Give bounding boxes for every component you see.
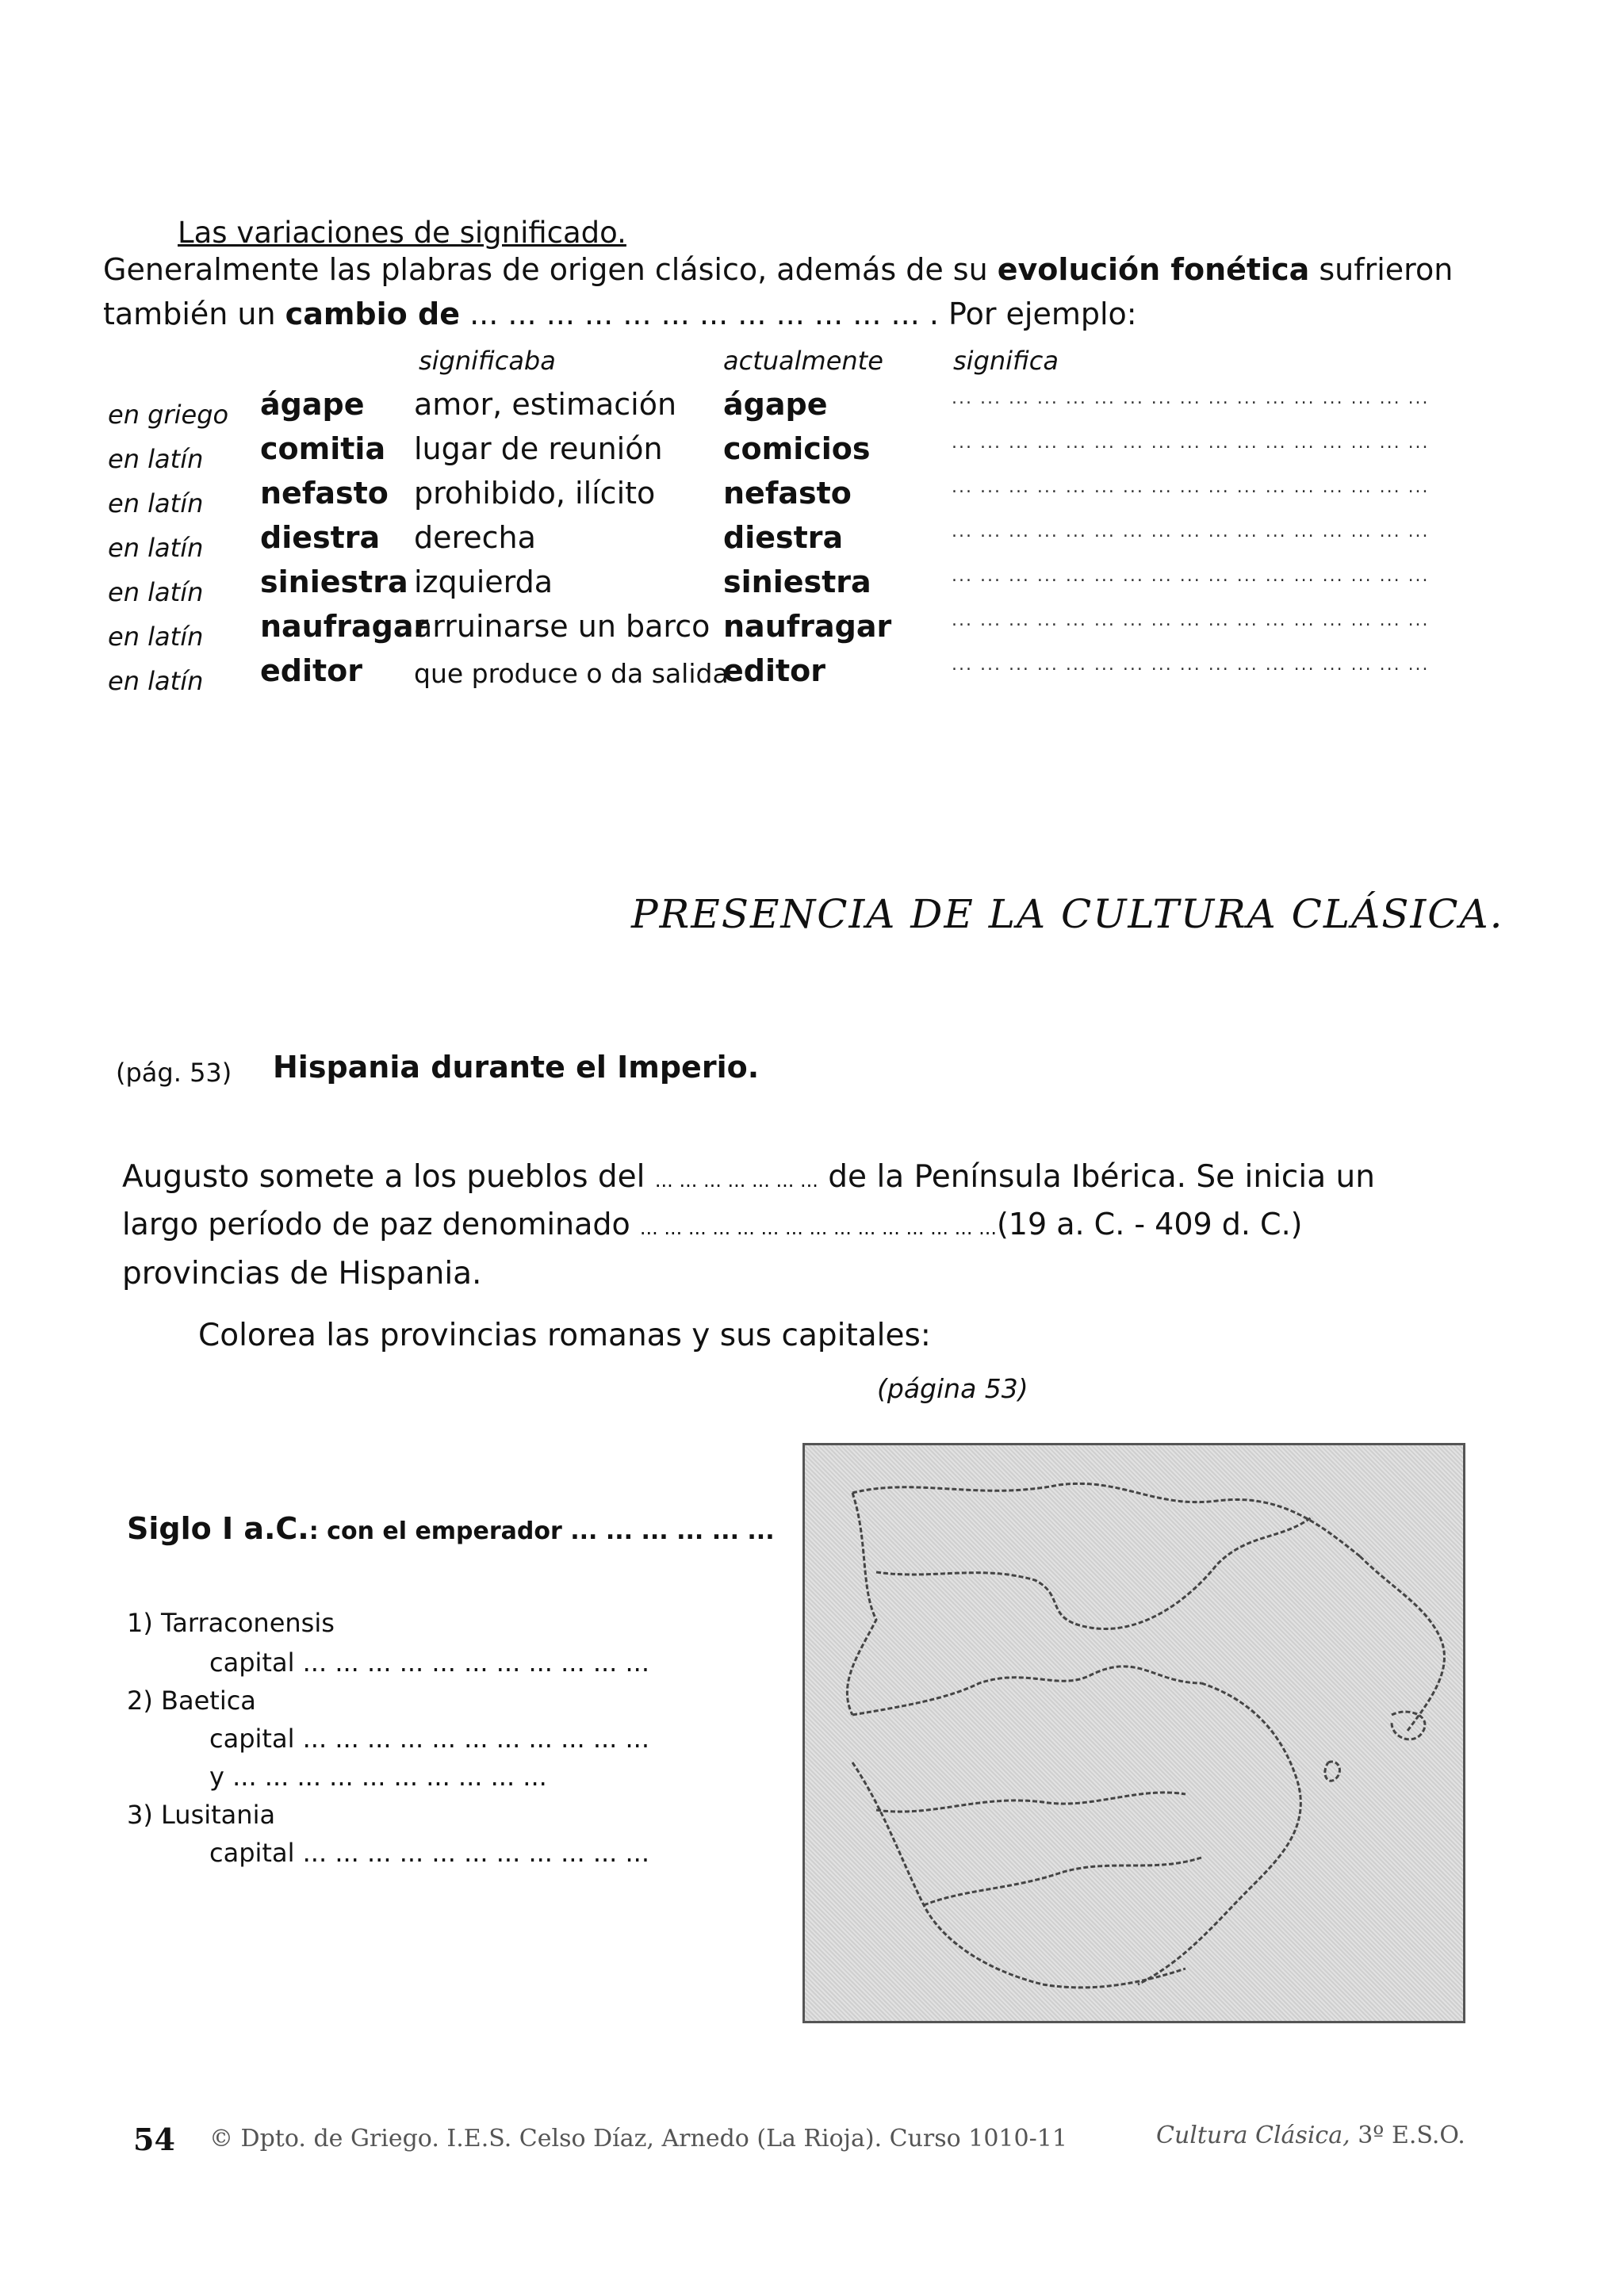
capital-blank: capital ... ... ... ... ... ... ... ... ... ... ... [209,1724,650,1754]
column-header-significaba: significaba [419,346,556,376]
capital-blank: capital ... ... ... ... ... ... ... ... ... ... ... [209,1647,650,1678]
province-name: 3) Lusitania [127,1800,276,1830]
capital-blank: capital ... ... ... ... ... ... ... ... ... ... ... [209,1838,650,1868]
footer-course [1156,2122,1465,2149]
page-number: 54 [133,2122,175,2157]
original-word: siniestra [260,564,408,599]
instruction-text: Colorea las provincias romanas y sus capitales: [198,1318,931,1353]
intro-text: Generalmente las plabras de origen clásico, además de su [103,252,998,287]
map-page-reference: (página 53) [877,1373,1028,1404]
footer-copyright: © Dpto. de Griego. I.E.S. Celso Díaz, Arnedo (La Rioja). Curso 1010-11 [209,2125,1067,2152]
current-word: naufragar [723,609,892,644]
answer-blank: ... ... ... ... ... ... ... ... ... ... ... ... ... ... ... ... ... [952,388,1430,408]
column-header-actualmente: actualmente [723,346,883,376]
answer-blank: ... ... ... ... ... ... ... ... ... ... ... ... ... ... ... ... ... [952,610,1430,630]
current-word: ágape [723,387,828,422]
century-heading [127,1511,775,1546]
original-meaning: que produce o da salida [414,658,729,689]
answer-blank: ... ... ... ... ... ... ... ... ... ... ... ... ... ... ... ... ... [952,522,1430,541]
page-reference: (pág. 53) [116,1058,232,1088]
paragraph-line-1 [122,1159,1375,1195]
paragraph-line-2 [122,1207,1303,1242]
emperor-blank: : con el emperador ... ... ... ... ... ... [308,1517,775,1545]
answer-blank: ... ... ... ... ... ... ... ... ... ... ... ... ... ... ... ... ... [952,433,1430,453]
intro-line-2 [103,297,1137,331]
language-label: en griego [108,400,229,430]
paragraph-text: (19 a. C. - 409 d. C.) [996,1207,1303,1242]
hispania-map [802,1443,1465,2023]
original-meaning: derecha [414,520,536,555]
section-title: Las variaciones de significado. [178,216,626,250]
intro-text: también un [103,297,285,331]
table-row [0,476,1624,520]
original-word: ágape [260,387,365,422]
answer-blank: ... ... ... ... ... ... ... ... ... ... ... ... ... ... ... ... ... [952,566,1430,586]
intro-blank: ... ... ... ... ... ... ... ... ... ... ... ... . Por ejemplo: [459,297,1137,331]
language-label: en latín [108,488,204,519]
capital-blank: y ... ... ... ... ... ... ... ... ... ... [209,1762,547,1792]
original-meaning: izquierda [414,564,553,599]
original-meaning: amor, estimación [414,387,677,422]
language-label: en latín [108,577,204,607]
century-label: Siglo I a.C. [127,1511,309,1546]
map-outline [805,1445,1463,2021]
current-word: diestra [723,520,844,555]
language-label: en latín [108,533,204,563]
original-word: editor [260,653,363,688]
intro-line-1 [103,252,1453,287]
table-row [0,609,1624,653]
intro-bold-term: cambio de [285,297,460,331]
answer-blank: ... ... ... ... ... ... ... ... ... ... ... ... ... ... ... ... ... [952,477,1430,497]
original-word: comitia [260,431,386,466]
answer-blank: ... ... ... ... ... ... ... [654,1169,818,1192]
current-word: editor [723,653,826,688]
current-word: siniestra [723,564,871,599]
answer-blank: ... ... ... ... ... ... ... ... ... ... ... ... ... ... ... ... ... [952,655,1430,675]
original-word: nefasto [260,476,389,511]
course-level: 3º E.S.O. [1350,2122,1465,2149]
current-word: comicios [723,431,871,466]
column-header-significa: significa [953,346,1059,376]
paragraph-text: de la Península Ibérica. Se inicia un [818,1159,1375,1195]
intro-text: sufrieron [1309,252,1454,287]
language-label: en latín [108,666,204,696]
original-word: diestra [260,520,381,555]
table-row [0,431,1624,476]
original-meaning: arruinarse un barco [414,609,710,644]
paragraph-line-3: provincias de Hispania. [122,1256,482,1292]
paragraph-text: Augusto somete a los pueblos del [122,1159,655,1195]
language-label: en latín [108,444,204,474]
province-name: 2) Baetica [127,1686,256,1716]
original-meaning: lugar de reunión [414,431,663,466]
language-label: en latín [108,622,204,652]
paragraph-text: largo período de paz denominado [122,1207,640,1242]
page-heading: PRESENCIA DE LA CULTURA CLÁSICA. [631,891,1504,937]
province-name: 1) Tarraconensis [127,1608,335,1638]
original-meaning: prohibido, ilícito [414,476,656,511]
original-word: naufragar [260,609,429,644]
answer-blank: ... ... ... ... ... ... ... ... ... ... ... ... ... ... ... [639,1217,997,1239]
intro-bold-term: evolución fonética [997,252,1310,287]
table-row [0,564,1624,609]
table-row [0,387,1624,431]
course-name: Cultura Clásica, [1156,2122,1350,2149]
table-row [0,653,1624,698]
table-row [0,520,1624,564]
current-word: nefasto [723,476,852,511]
subsection-title: Hispania durante el Imperio. [273,1050,760,1085]
